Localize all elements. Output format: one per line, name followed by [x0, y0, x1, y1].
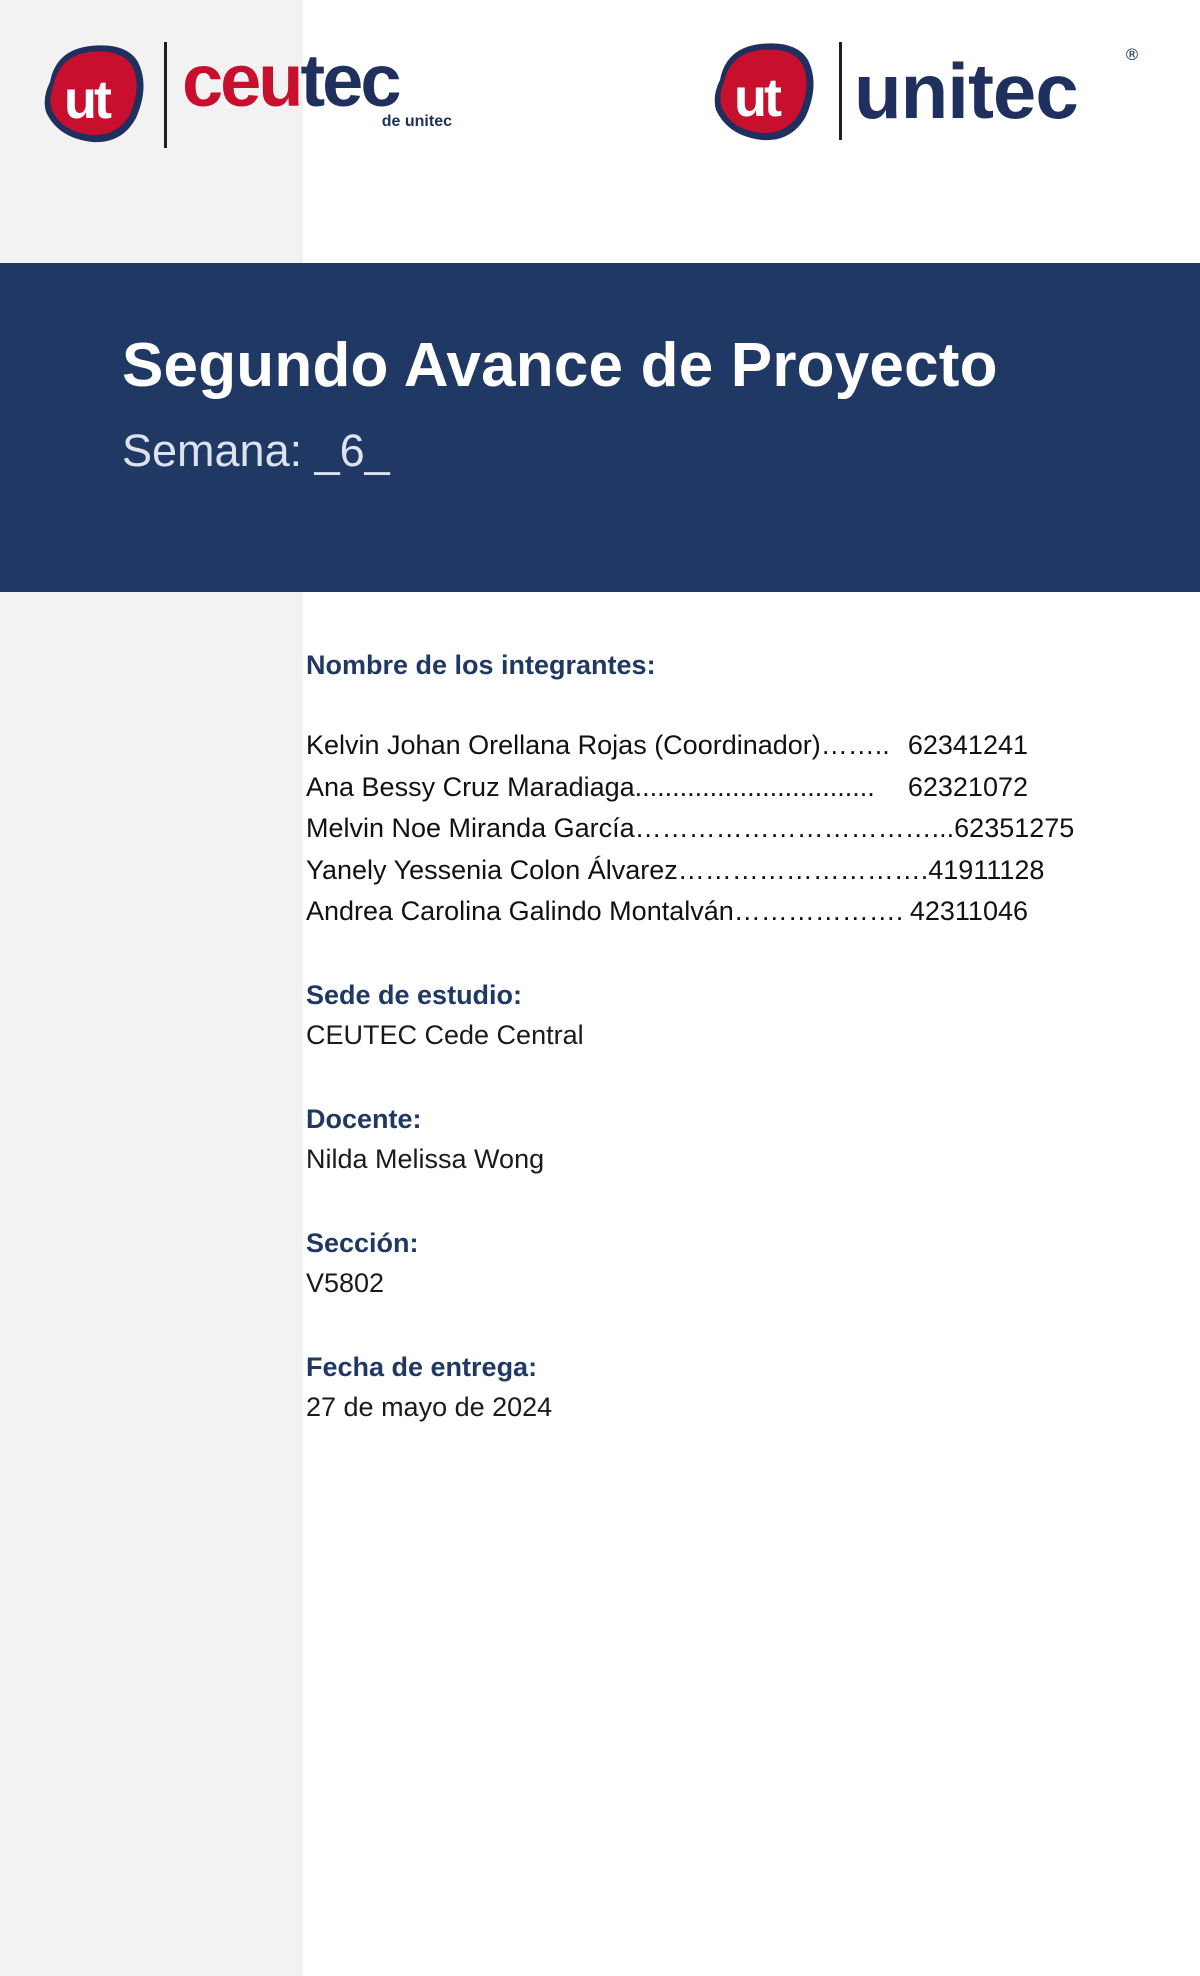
member-id: 62341241 — [907, 730, 1028, 760]
teacher-label: Docente: — [306, 1103, 422, 1134]
section-value: V5802 — [306, 1267, 385, 1298]
unitec-badge-text: ut — [734, 68, 779, 128]
ceutec-wordmark — [182, 39, 399, 122]
member-leader-dots: ………………………. — [677, 854, 929, 885]
member-id: 62321072 — [907, 771, 1028, 802]
ceutec-logo — [42, 40, 462, 152]
member-leader-dots: ................................ — [634, 771, 875, 802]
member-leader-dots: ………………. — [733, 896, 904, 926]
ceutec-wordmark-red: ceu — [182, 39, 301, 122]
teacher-block — [306, 1099, 1066, 1180]
member-row — [306, 891, 1028, 933]
logo-header — [0, 0, 1200, 262]
member-name: Andrea Carolina Galindo Montalván — [306, 896, 734, 926]
member-id: 41911128 — [928, 854, 1045, 885]
member-row — [306, 808, 1075, 850]
teacher-value: Nilda Melissa Wong — [306, 1143, 545, 1174]
member-name: Ana Bessy Cruz Maradiaga — [306, 771, 635, 802]
due-date-value: 27 de mayo de 2024 — [306, 1391, 553, 1422]
unitec-wordmark: unitec — [854, 47, 1078, 135]
member-row — [306, 850, 1045, 892]
member-id: 42311046 — [909, 896, 1028, 926]
member-row — [306, 725, 1028, 767]
member-name: Yanely Yessenia Colon Álvarez — [306, 854, 678, 885]
cover-details — [306, 645, 1075, 1471]
member-leader-dots: …….. — [820, 730, 890, 760]
due-date-label: Fecha de entrega: — [306, 1351, 538, 1382]
member-row — [306, 767, 1028, 809]
ceutec-tagline: de unitec — [381, 113, 452, 130]
campus-label: Sede de estudio: — [306, 979, 523, 1010]
member-id: 62351275 — [954, 813, 1075, 843]
member-name: Melvin Noe Miranda García — [306, 813, 635, 843]
member-name: Kelvin Johan Orellana Rojas (Coordinador) — [306, 730, 821, 760]
section-label: Sección: — [306, 1227, 419, 1258]
week-subtitle: Semana: _6_ — [122, 425, 390, 476]
section-block — [306, 1223, 1066, 1304]
ut-badge-text: ut — [64, 70, 109, 130]
campus-value: CEUTEC Cede Central — [306, 1019, 584, 1050]
ceutec-wordmark-blue: tec — [300, 39, 399, 122]
registered-mark: ® — [1124, 45, 1140, 64]
due-date-block — [306, 1347, 1066, 1428]
members-label: Nombre de los integrantes: — [306, 650, 656, 680]
page-title: Segundo Avance de Proyecto — [122, 331, 998, 400]
campus-block — [306, 975, 1066, 1056]
member-leader-dots: ……………………………... — [634, 813, 955, 843]
unitec-logo — [712, 40, 1140, 145]
members-list — [306, 725, 1075, 933]
